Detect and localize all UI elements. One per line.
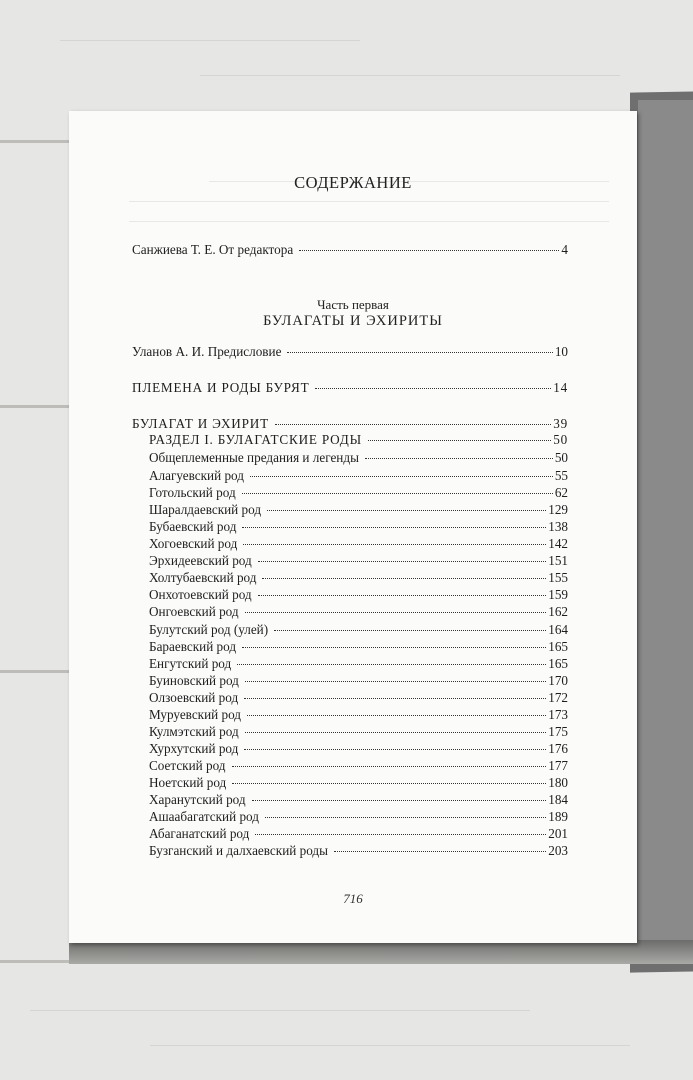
leader-dots xyxy=(242,647,546,648)
leader-dots xyxy=(315,388,551,389)
toc-entry[interactable] xyxy=(149,502,568,518)
leader-dots xyxy=(258,561,547,562)
toc-entry[interactable] xyxy=(149,553,568,569)
toc-entry-title: Уланов А. И. Предисловие xyxy=(132,344,282,359)
toc-entry-page: 62 xyxy=(554,485,568,500)
toc-entry[interactable] xyxy=(149,432,568,448)
toc-entry-title: Бузганский и далхаевский роды xyxy=(149,843,328,858)
toc-entry-page: 180 xyxy=(548,775,568,790)
toc-entry-title: Шаралдаевский род xyxy=(149,502,262,517)
toc-entry-title: Соетский род xyxy=(149,758,226,773)
toc-entry[interactable] xyxy=(149,450,568,466)
leader-dots xyxy=(245,612,547,613)
toc-entry[interactable] xyxy=(149,639,568,655)
toc-entry-page: 176 xyxy=(548,741,568,756)
page-number: 716 xyxy=(343,891,363,906)
toc-entry-title: Готольский род xyxy=(149,485,236,500)
toc-entry[interactable] xyxy=(149,826,568,842)
leader-dots xyxy=(267,510,546,511)
leader-dots xyxy=(250,476,553,477)
wood-grain xyxy=(200,75,620,76)
toc-entry-page: 4 xyxy=(561,242,568,257)
toc-entry[interactable] xyxy=(149,707,568,723)
toc-entry-title: Онхотоевский род xyxy=(149,587,252,602)
toc-entry-editor[interactable] xyxy=(132,242,568,258)
toc-entry-page: 165 xyxy=(548,656,568,671)
toc-entry-page: 50 xyxy=(554,450,568,465)
toc-entry-page: 55 xyxy=(554,468,568,483)
leader-dots xyxy=(247,715,546,716)
toc-entry-page: 201 xyxy=(548,826,568,841)
leader-dots xyxy=(265,817,546,818)
toc-entry-page: 175 xyxy=(548,724,568,739)
toc-entry-title: Эрхидеевский род xyxy=(149,553,252,568)
toc-entry[interactable] xyxy=(149,587,568,603)
toc-entry[interactable] xyxy=(149,809,568,825)
toc-entry-title: Булутский род (улей) xyxy=(149,622,269,637)
leader-dots xyxy=(287,352,552,353)
toc-entry[interactable] xyxy=(149,570,568,586)
toc-entry-page: 172 xyxy=(548,690,568,705)
toc-entry-title: Абаганатский род xyxy=(149,826,250,841)
toc-entry-page: 164 xyxy=(548,622,568,637)
toc-entry-title: Харанутский род xyxy=(149,792,246,807)
toc-entry-page: 155 xyxy=(548,570,568,585)
leader-dots xyxy=(232,783,546,784)
toc-entry[interactable] xyxy=(149,843,568,859)
toc-entry-title: Хогоевский род xyxy=(149,536,238,551)
leader-dots xyxy=(334,851,546,852)
toc-entry-title: Общеплеменные предания и легенды xyxy=(149,450,359,465)
toc-entry-title: Алагуевский род xyxy=(149,468,244,483)
leader-dots xyxy=(232,766,547,767)
leader-dots xyxy=(274,630,546,631)
leader-dots xyxy=(245,732,547,733)
toc-entry-page: 203 xyxy=(548,843,568,858)
toc-entry-page: 39 xyxy=(553,416,568,431)
leader-dots xyxy=(299,250,559,251)
toc-entry-title: БУЛАГАТ И ЭХИРИТ xyxy=(132,416,269,431)
wood-grain xyxy=(60,40,360,41)
toc-entry-page: 14 xyxy=(553,380,568,395)
wood-grain xyxy=(150,1045,630,1046)
toc-title: СОДЕРЖАНИЕ xyxy=(294,173,412,192)
toc-entry[interactable] xyxy=(132,416,568,432)
leader-dots xyxy=(245,681,546,682)
toc-entry-title: Кулмэтский род xyxy=(149,724,239,739)
toc-entry-page: 184 xyxy=(548,792,568,807)
toc-entry[interactable] xyxy=(149,604,568,620)
toc-entry[interactable] xyxy=(149,622,568,638)
toc-entry[interactable] xyxy=(132,344,568,360)
leader-dots xyxy=(365,458,553,459)
toc-entry-page: 151 xyxy=(548,553,568,568)
leader-dots xyxy=(275,424,551,425)
toc-entry-page: 170 xyxy=(548,673,568,688)
toc-entry[interactable] xyxy=(149,724,568,740)
toc-entry-page: 10 xyxy=(554,344,568,359)
toc-entry-title: Ашаабагатский род xyxy=(149,809,259,824)
toc-entry-title: Муруевский род xyxy=(149,707,242,722)
leader-dots xyxy=(242,527,546,528)
leader-dots xyxy=(255,834,546,835)
toc-entry[interactable] xyxy=(149,741,568,757)
toc-entry-page: 129 xyxy=(548,502,568,517)
toc-entry-title: Ноетский род xyxy=(149,775,227,790)
toc-entry-title: Санжиева Т. Е. От редактора xyxy=(132,242,294,257)
toc-entry-page: 189 xyxy=(548,809,568,824)
toc-entry[interactable] xyxy=(149,656,568,672)
wood-grain xyxy=(30,1010,530,1011)
part-title: БУЛАГАТЫ И ЭХИРИТЫ xyxy=(263,313,443,329)
toc-entry-page: 165 xyxy=(548,639,568,654)
book-page xyxy=(69,111,637,943)
toc-entry-page: 138 xyxy=(548,519,568,534)
show-through xyxy=(129,201,609,202)
toc-entry-title: Онгоевский род xyxy=(149,604,239,619)
toc-entry-title: Бубаевский род xyxy=(149,519,237,534)
leader-dots xyxy=(258,595,547,596)
leader-dots xyxy=(368,440,551,441)
toc-entry[interactable] xyxy=(149,792,568,808)
leader-dots xyxy=(237,664,546,665)
toc-entry[interactable] xyxy=(149,468,568,484)
leader-dots xyxy=(243,544,546,545)
toc-entry-title: Олзоевский род xyxy=(149,690,239,705)
leader-dots xyxy=(262,578,546,579)
toc-entry-title: Холтубаевский род xyxy=(149,570,257,585)
toc-entry[interactable] xyxy=(149,758,568,774)
leader-dots xyxy=(242,493,553,494)
toc-entry-page: 177 xyxy=(548,758,568,773)
book-bottom-edge xyxy=(69,940,693,964)
toc-entry-title: Бараевский род xyxy=(149,639,237,654)
toc-entry-page: 162 xyxy=(548,604,568,619)
toc-entry[interactable] xyxy=(149,536,568,552)
toc-entry[interactable] xyxy=(132,380,568,396)
leader-dots xyxy=(244,749,546,750)
toc-entry-page: 159 xyxy=(548,587,568,602)
toc-entry[interactable] xyxy=(149,690,568,706)
part-label: Часть первая xyxy=(317,297,389,312)
leader-dots xyxy=(252,800,547,801)
toc-entry-page: 142 xyxy=(548,536,568,551)
show-through xyxy=(129,221,609,222)
toc-entry-page: 50 xyxy=(553,432,568,447)
toc-entry[interactable] xyxy=(149,673,568,689)
toc-entry[interactable] xyxy=(149,775,568,791)
toc-entry[interactable] xyxy=(149,485,568,501)
toc-entry[interactable] xyxy=(149,519,568,535)
toc-entry-title: Хурхутский род xyxy=(149,741,239,756)
toc-entry-title: Енгутский род xyxy=(149,656,232,671)
toc-entry-title: Буиновский род xyxy=(149,673,239,688)
toc-entry-title: РАЗДЕЛ I. БУЛАГАТСКИЕ РОДЫ xyxy=(149,432,362,447)
book-page-stack xyxy=(638,100,693,962)
toc-entry-title: ПЛЕМЕНА И РОДЫ БУРЯТ xyxy=(132,380,310,395)
leader-dots xyxy=(244,698,546,699)
toc-entry-page: 173 xyxy=(548,707,568,722)
